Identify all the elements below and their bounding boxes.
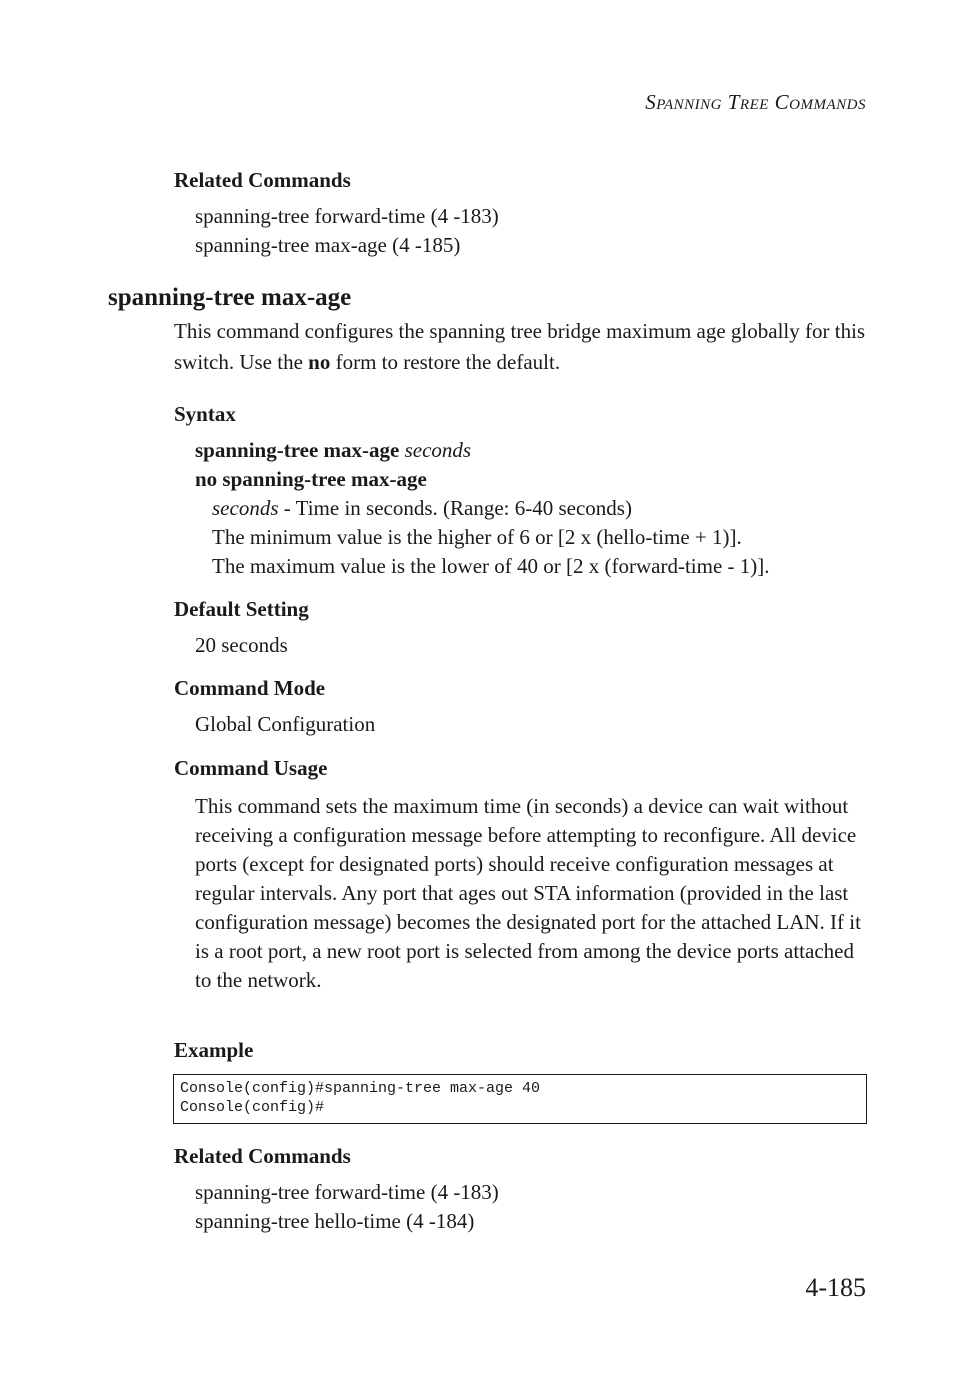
syntax-parameter: seconds (404, 438, 472, 462)
code-line: Console(config)# (180, 1099, 325, 1116)
syntax-command: spanning-tree max-age (195, 438, 400, 462)
parameter-description (212, 496, 632, 521)
related-command-item: spanning-tree forward-time (4 -183) (195, 1180, 499, 1204)
command-usage-heading: Command Usage (174, 756, 328, 780)
intro-text-end: form to restore the default. (330, 350, 561, 374)
related-command-item: spanning-tree hello-time (4 -184) (195, 1209, 475, 1233)
related-commands-heading: Related Commands (174, 168, 351, 192)
command-usage-text: This command sets the maximum time (in seconds) a device can wait without receiving a configuration message before attempting to reconfigure. All device ports (except for designated ports) should receive configuration messages at regular intervals. Any port that ages out STA information (provided in the last configuration message) becomes the designated port for the attached LAN. If it is a root port, a new root port is selected from among the device ports attached to the network. (195, 794, 861, 992)
default-setting-heading: Default Setting (174, 597, 309, 621)
code-line: Console(config)#spanning-tree max-age 40 (180, 1080, 541, 1097)
related-commands-heading: Related Commands (174, 1144, 351, 1168)
intro-text: This command configures the spanning tree bridge maximum age globally for this switch. Use the (174, 319, 866, 374)
max-value-note: The maximum value is the lower of 40 or [2 x (forward-time - 1)]. (212, 554, 770, 578)
min-value-note: The minimum value is the higher of 6 or [2 x (hello-time + 1)]. (212, 525, 742, 549)
default-setting-value: 20 seconds (195, 633, 288, 657)
page-number: 4-185 (805, 1273, 866, 1302)
example-heading: Example (174, 1038, 254, 1062)
example-code-block (173, 1074, 867, 1124)
command-mode-value: Global Configuration (195, 712, 376, 736)
running-header: Spanning Tree Commands (645, 90, 866, 114)
syntax-line (195, 438, 471, 463)
command-title: spanning-tree max-age (108, 284, 352, 311)
command-description (174, 316, 866, 378)
syntax-heading: Syntax (174, 402, 236, 426)
parameter-text: - Time in seconds. (Range: 6-40 seconds) (278, 496, 632, 520)
related-command-item: spanning-tree max-age (4 -185) (195, 233, 461, 257)
command-mode-heading: Command Mode (174, 676, 326, 700)
syntax-no-form: no spanning-tree max-age (195, 467, 427, 491)
intro-no-keyword: no (308, 350, 331, 374)
parameter-name: seconds (212, 496, 279, 520)
related-command-item: spanning-tree forward-time (4 -183) (195, 204, 499, 228)
